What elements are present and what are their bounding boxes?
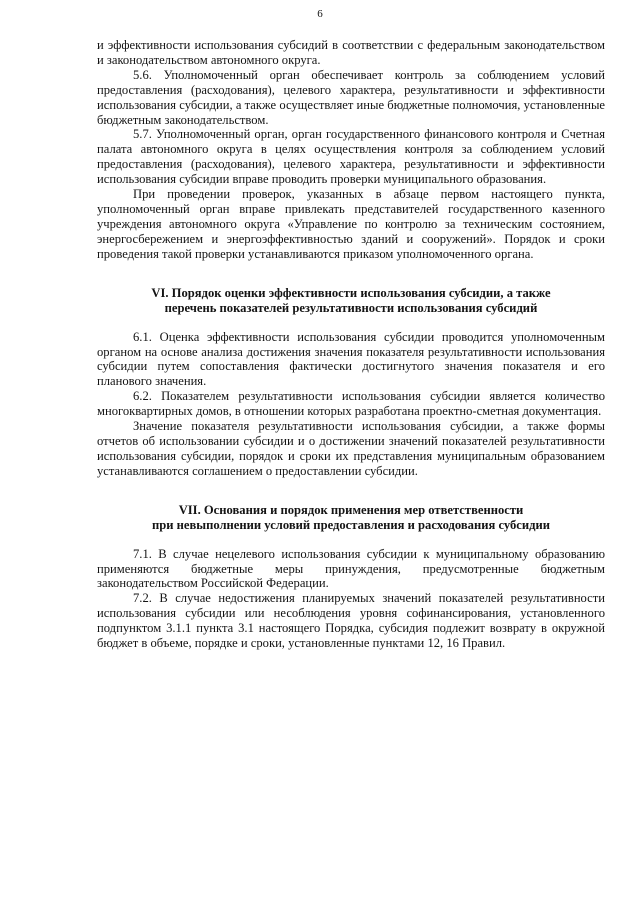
document-body: [97, 38, 605, 651]
paragraph-5-6: 5.6. Уполномоченный орган обеспечивает контроль за соблюдением условий предоставления (расходования), целевого характера, результативности и эффективности использования субсидии, а также осуществляет иные бюджетные полномочия, установленные бюджетным законодательством.: [97, 67, 605, 127]
paragraph-6-2: 6.2. Показателем результативности использования субсидии является количество многоквартирных домов, в отношении которых разработана проектно-сметная документация.: [97, 389, 605, 419]
page-number: 6: [317, 8, 323, 20]
section-6-heading: [97, 286, 605, 316]
section-7-heading: [97, 503, 605, 533]
paragraph-7-2: 7.2. В случае недостижения планируемых значений показателей результативности использования субсидии или несоблюдения уровня софинансирования, установленного подпунктом 3.1.1 пункта 3.1 настоящего Порядка, субсидия подлежит возврату в окружной бюджет в объеме, порядке и сроки, установленные пунктами 12, 16 Правил.: [97, 591, 605, 651]
section-6-title-line1: VI. Порядок оценки эффективности использования субсидии, а также: [151, 285, 551, 300]
paragraph-5-7: 5.7. Уполномоченный орган, орган государственного финансового контроля и Счетная палата автономного округа в целях осуществления контроля за соблюдением условий предоставления (расходования), целевого характера, результативности и эффективности использования субсидии вправе проводить проверки муниципального образования.: [97, 127, 605, 187]
paragraph-inspections: При проведении проверок, указанных в абзаце первом настоящего пункта, уполномоченный орган вправе привлекать представителей государственного казенного учреждения автономного округа «Управление по контролю за техническим состоянием, энергосбережением и энергоэффективностью зданий и сооружений». Порядок и сроки проведения такой проверки устанавливаются приказом уполномоченного органа.: [97, 187, 605, 261]
paragraph-indicator-value: Значение показателя результативности использования субсидии, а также формы отчетов об использовании субсидии и о достижении значений показателей результативности использования субсидии, порядок и сроки их представления муниципальным образованием устанавливаются соглашением о предоставлении субсидии.: [97, 419, 605, 478]
paragraph-6-1: 6.1. Оценка эффективности использования субсидии проводится уполномоченным органом на основе анализа достижения значения показателя результативности использования субсидии путем сопоставления фактически достигнутого значения показателя и его планового значения.: [97, 329, 605, 389]
paragraph-continuation: и эффективности использования субсидий в соответствии с федеральным законодательством и законодательством автономного округа.: [97, 38, 605, 67]
section-7-title-line2: при невыполнении условий предоставления и расходования субсидии: [151, 517, 551, 532]
section-6-title-line2: перечень показателей результативности использования субсидий: [164, 300, 538, 315]
section-7-title-line1: VII. Основания и порядок применения мер ответственности: [178, 502, 524, 517]
paragraph-7-1: 7.1. В случае нецелевого использования субсидии к муниципальному образованию применяются бюджетные меры принуждения, предусмотренные бюджетным законодательством Российской Федерации.: [97, 546, 605, 591]
